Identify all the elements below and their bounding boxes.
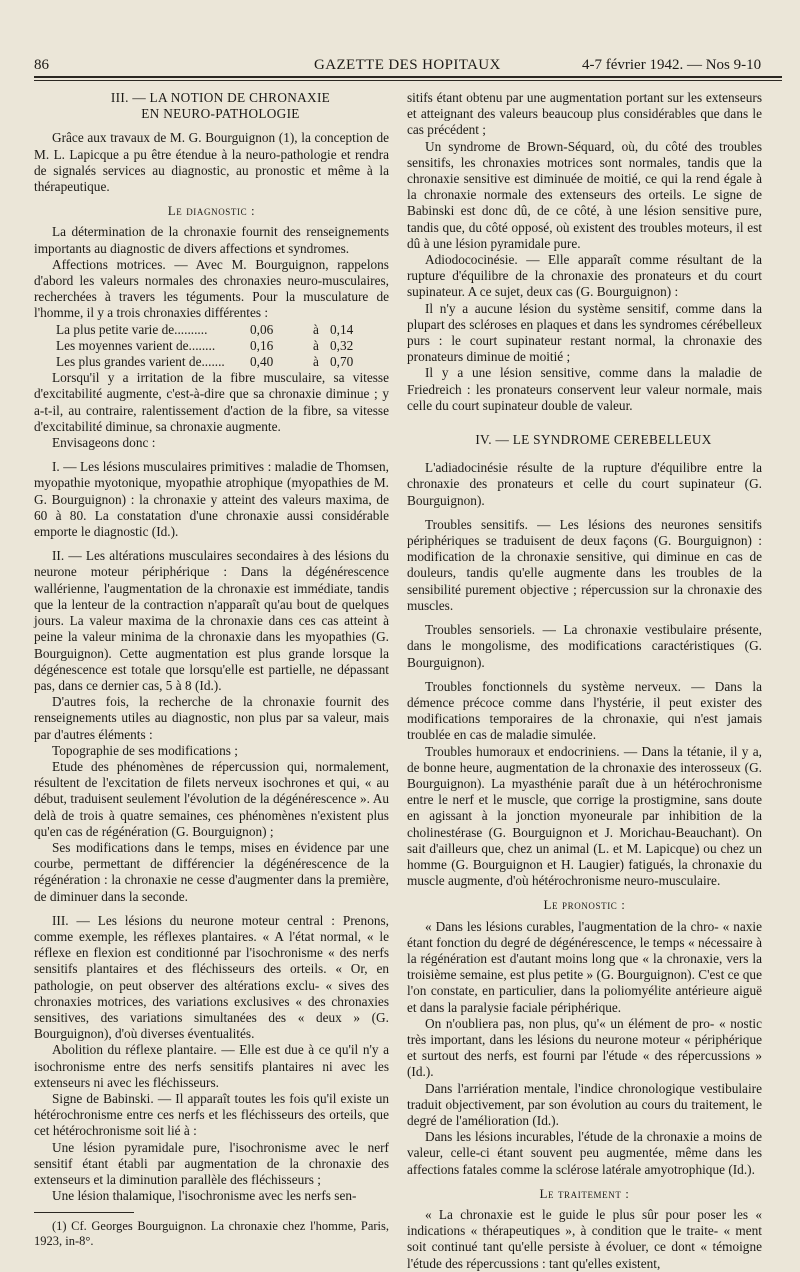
paragraph: Signe de Babinski. — Il apparaît toutes les fois qu'il existe un hétérochronisme entre ces nerfs et les fléchisseurs des orteils, que cet hétérochronisme soit lié à : (34, 1090, 389, 1139)
value-row: La plus petite varie de.......... 0,06 à 0,14 (56, 321, 354, 337)
page-number: 86 (34, 57, 49, 73)
footnote-rule (34, 1212, 134, 1213)
footnote: (1) Cf. Georges Bourguignon. La chronaxie chez l'homme, Paris, 1923, in-8°. (34, 1219, 389, 1249)
journal-title: GAZETTE DES HOPITAUX (314, 57, 501, 73)
subheading: Le traitement : (539, 1185, 630, 1201)
paragraph: Lorsqu'il y a irritation de la fibre musculaire, sa vitesse d'excitabilité augmente, c'est-à-dire que sa chronaxie diminue ; y a-t-il, au contraire, ralentissement d'action de la fibre, sa vitesse d'excitabilité diminue, sa chronaxie augmente. (34, 370, 389, 434)
paragraph: Dans l'arriération mentale, l'indice chronologique vestibulaire traduit objectivement, par son évolution au cours du traitement, le degré de l'amélioration (Id.). (407, 1080, 762, 1128)
paragraph: Envisageons donc : (52, 435, 156, 451)
paragraph: L'adiadocinésie résulte de la rupture d'équilibre entre la chronaxie des pronateurs et celle du court supinateur (G. Bourguignon). (407, 460, 762, 508)
paragraph: Troubles sensitifs. — Les lésions des neurones sensitifs périphériques se traduisent de deux façons (G. Bourguignon) : modification de la chronaxie sensitive, qui diminue en cas de douleurs, tandis qu'elle augmente dans les troubles de la sensibilité purement objective ; répercussion sur la chronaxie des muscles. (407, 516, 762, 613)
header-rule-thin (34, 80, 782, 81)
paragraph: Troubles sensoriels. — La chronaxie vestibulaire présente, dans le mongolisme, des modifications caractéristiques (G. Bourguignon). (407, 622, 762, 670)
paragraph: Un syndrome de Brown-Séquard, où, du côté des troubles sensitifs, les chronaxies motrices sont normales, tandis que la chronaxie sensitive est diminuée de moitié, ce qui la rend égale à la chronaxie normale des extenseurs des orteils. Le signe de Babinski est donc dû, de ce côté, à une lésion sensitive pure, tandis que, du côté opposé, où existent des troubles moteurs, il est dû à une lésion pyramidale pure. (407, 138, 762, 251)
paragraph: Il y a une lésion sensitive, comme dans la maladie de Friedreich : les pronateurs conservent leur valeur normale, mais celle du court supinateur double de valeur. (407, 365, 762, 413)
paragraph: « La chronaxie est le guide le plus sûr pour poser les « indications « thérapeutiques », à condition que le traite- « ment soit continué tant qu'elle persiste à évoluer, ce dont « témoigne l'étude des répercussions : tant qu'elles existent, (407, 1207, 762, 1271)
section-title-line2: EN NEURO-PATHOLOGIE (141, 106, 300, 122)
paragraph: « Dans les lésions curables, l'augmentation de la chro- « naxie étant fonction du degré de dégénérescence, le temps « nécessaire à la régénération est d'autant moins long que « la chronaxie, vers la troisième semaine, est plus petite » (G. Bourguignon). C'est ce que l'on constate, en particulier, dans la poliomyélite antérieure aiguë et dans la paralysie faciale périphérique. (407, 918, 762, 1015)
paragraph: Dans les lésions incurables, l'étude de la chronaxie a moins de valeur, celle-ci étant souvent peu augmentée, même dans les affections fatales comme la sclérose latérale amyotrophique (Id.). (407, 1129, 762, 1177)
header-rule (34, 76, 782, 78)
paragraph: Troubles fonctionnels du système nerveux. — Dans la démence précoce comme dans l'hystérie, il peut exister des modifications temporaires de la chronaxie, qui n'est jamais troublée en cas de maladie simulée. (407, 678, 762, 743)
section-title: III. — LA NOTION DE CHRONAXIE (110, 90, 331, 105)
paragraph: Adiodococinésie. — Elle apparaît comme résultant de la rupture d'équilibre de la chronaxie des pronateurs et du court supinateur. A ce sujet, deux cas (G. Bourguignon) : (407, 252, 762, 300)
subheading: Le diagnostic : (167, 203, 256, 219)
paragraph: Abolition du réflexe plantaire. — Elle est due à ce qu'il n'y a isochronisme entre des nerfs sensitifs plantaires ni avec les extenseurs ni avec les fléchisseurs. (34, 1042, 389, 1090)
issue-date: 4-7 février 1942. — Nos 9-10 (582, 57, 762, 73)
chronaxie-values (34, 322, 389, 371)
paragraph: La détermination de la chronaxie fournit des renseignements importants au diagnostic de divers affections et syndromes. (34, 224, 389, 256)
subheading: Le pronostic : (543, 897, 626, 913)
paragraph: Affections motrices. — Avec M. Bourguignon, rappelons d'abord les valeurs normales des chronaxies neuro-musculaires, recherchées à travers les téguments. Pour la musculature de l'homme, il y a trois chronaxies différentes : (34, 256, 389, 321)
paragraph: sitifs étant obtenu par une augmentation portant sur les extenseurs et atteignant des valeurs beaucoup plus considérables que dans le cas précédent ; (407, 90, 762, 138)
paragraph: Grâce aux travaux de M. G. Bourguignon (1), la conception de M. L. Lapicque a pu être étendue à la neuro-pathologie et rendra de signalés services au diagnostic, au pronostic et même à la thérapeutique. (34, 130, 389, 195)
paragraph: Troubles humoraux et endocriniens. — Dans la tétanie, il y a, de bonne heure, augmentation de la chronaxie des interosseux (G. Bourguignon). La myasthénie paraît due à un hétérochronisme entre le nerf et le muscle, que corrige la prostigmine, sans doute en agissant à la jonction myoneurale par inhibition de la cholinestérase (G. Bourguignon et J. Morichau-Beauchant). On sait d'ailleurs que, chez un animal (L. et M. Lapicque) ou chez un homme (G. Bourguignon et H. Laugier) fatigués, la chronaxie du muscle augmente, d'où hétérochronisme neuro-musculaire. (407, 743, 762, 889)
paragraph: Topographie de ses modifications ; (52, 742, 238, 758)
paragraph: I. — Les lésions musculaires primitives : maladie de Thomsen, myopathie myotonique, myopathie atrophique (myopathies de M. G. Bourguignon) : la chronaxie y atteint des valeurs maxima, de 60 à 80. La constatation d'une chronaxie aussi considérable emporte le diagnostic (Id.). (34, 459, 389, 540)
value-row: Les moyennes varient de........ 0,16 à 0,32 (56, 337, 354, 353)
paragraph: Une lésion pyramidale pure, l'isochronisme avec le nerf sensitif étant établi par augmentation de la chronaxie des extenseurs et la diminution parallèle des fléchisseurs ; (34, 1139, 389, 1187)
value-row: Les plus grandes varient de....... 0,40 à 0,70 (56, 354, 354, 370)
running-header (34, 54, 772, 76)
paragraph: II. — Les altérations musculaires secondaires à des lésions du neurone moteur périphérique : Dans la dégénérescence wallérienne, l'augmentation de la chronaxie est immédiate, tandis que la lenteur de la contraction n'apparaît qu'au bout de quelques jours. La valeur maxima de la chronaxie dans ces cas atteint à peine la valeur minima de la chronaxie dans les myopathies (G. Bourguignon). Cette augmentation est plus grande lorsque la dégénescence est totale que lorsqu'elle est partielle, ne dépassant pas, dans ce dernier cas, 5 à 8 (Id.). (34, 548, 389, 693)
left-column (34, 90, 389, 1249)
paragraph: D'autres fois, la recherche de la chronaxie fournit des renseignements utiles au diagnostic, non plus par sa valeur, mais par d'autres éléments : (34, 694, 389, 742)
paragraph: Ses modifications dans le temps, mises en évidence par une courbe, permettant de différencier la dégénérescence de la régénération : la chronaxie ne cesse d'augmenter dans la première, de diminuer dans la seconde. (34, 839, 389, 904)
right-column (407, 90, 762, 1272)
paragraph: Etude des phénomènes de répercussion qui, normalement, résultent de l'excitation de filets nerveux isochrones et qui, « au début, traduisent seulement l'évolution de la dégénérescence ». Au delà de trois à quatre semaines, ces phénomènes n'existent plus qu'en cas de régénération (G. Bourguignon) ; (34, 758, 389, 839)
paragraph: III. — Les lésions du neurone moteur central : Prenons, comme exemple, les réflexes plantaires. « A l'état normal, « le réflexe en flexion est conditionné par l'isochronisme « des nerfs sensitifs plantaires et des fléchisseurs des orteils. « Or, en pathologie, on peut observer des altérations exclu- « sives des chronaxies motrices, des variations exclusives « des chronaxies sensitives, des variations simultanées des « deux » (G. Bourguignon), d'où diverses éventualités. (34, 912, 389, 1042)
paragraph: Une lésion thalamique, l'isochronisme avec les nerfs sen- (52, 1188, 357, 1204)
section-title: IV. — LE SYNDROME CEREBELLEUX (475, 432, 712, 448)
paragraph: Il n'y a aucune lésion du système sensitif, comme dans la plupart des scléroses en plaques et dans les syndromes cérébelleux purs : le court supinateur restant normal, la chronaxie des pronateurs diminue de moitié ; (407, 300, 762, 365)
paragraph: On n'oubliera pas, non plus, qu'« un élément de pro- « nostic très important, dans les lésions du neurone moteur « périphérique et surtout des nerfs, est fourni par l'étude « des répercussions » (Id.). (407, 1015, 762, 1080)
